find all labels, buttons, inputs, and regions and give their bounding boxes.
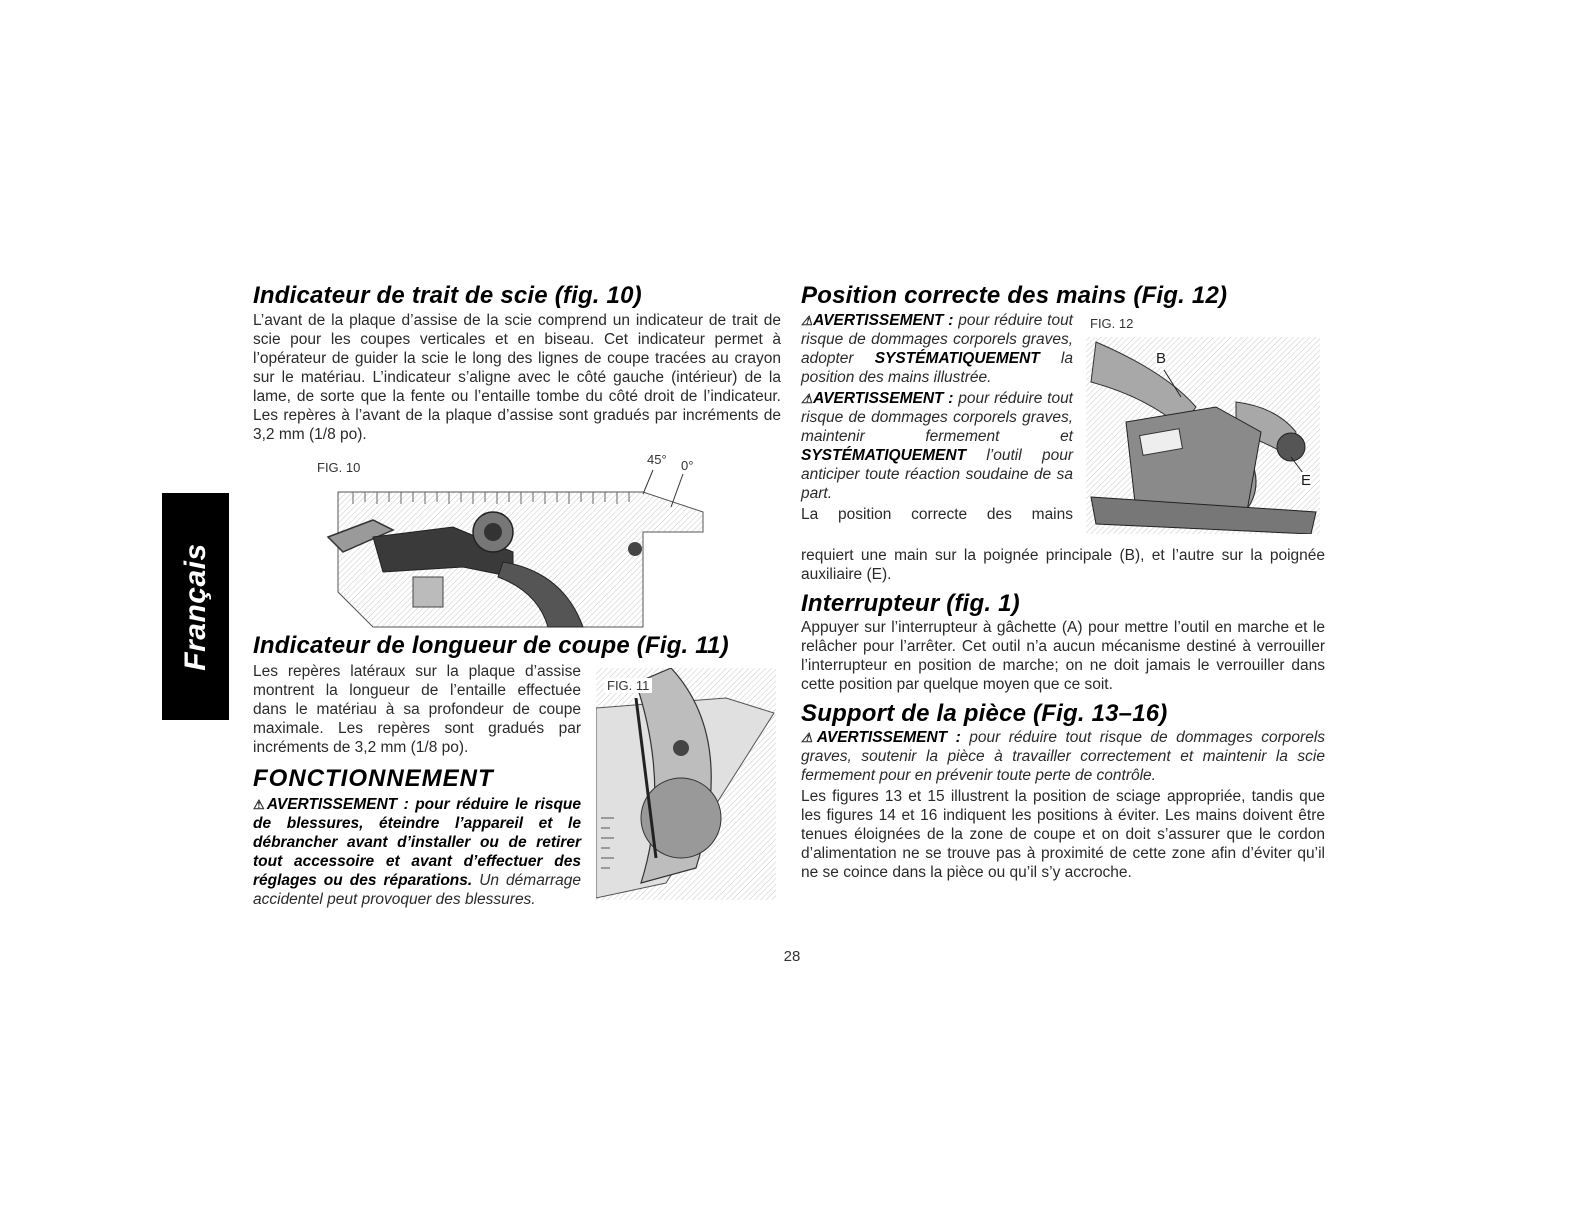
support-body: Les figures 13 et 15 illustrent la position de sciage appropriée, tandis que les figures 14 et 16 indiquent les positions à éviter. Les mains doivent être tenues éloignées de la zone de coupe et on doit s’assurer que le cordon d’alimentation ne se trouve pas à proximité de cette zone afin d’éviter qu’il ne se coince dans la pièce ou qu’il s’y accroche. xyxy=(801,788,1325,881)
section-title-operation: FONCTIONNEMENT xyxy=(253,765,494,792)
language-tab-label: Français xyxy=(178,542,212,671)
section-title-saw-line-indicator: Indicateur de trait de scie (fig. 10) xyxy=(253,282,642,309)
figure-12 xyxy=(1086,312,1320,534)
operation-warning-bold: AVERTISSEMENT : pour réduire le risque de blessures, éteindre l’appareil et le débrancher avant d’installer ou de retirer tout accessoire et avant d’effectuer des réglages ou des réparations. xyxy=(253,796,581,889)
hand-position-body-a: La position correcte des mains xyxy=(801,506,1073,523)
warning-icon: ⚠ xyxy=(801,730,817,745)
support-warning-head: AVERTISSEMENT : xyxy=(816,729,961,746)
cut-length-body: Les repères latéraux sur la plaque d’assise montrent la longueur de l’entaille effectuée dans le matériau à sa profondeur de coupe maximale. Les repères sont gradués par incréments de 3,2 mm (1/8 po). xyxy=(253,663,581,756)
hand-warning-1-text-a: pour réduire tout risque de dommages corporels graves, adopter xyxy=(801,312,1073,367)
operation-warning-italic: Un démarrage accidentel peut provoquer des blessures. xyxy=(253,872,582,908)
fig-10-0-label: 0° xyxy=(681,458,694,473)
hand-warning-1-strong: SYSTÉMATIQUEMENT xyxy=(874,350,1040,367)
section-title-hand-position: Position correcte des mains (Fig. 12) xyxy=(801,282,1228,309)
fig-10-45-label: 45° xyxy=(647,452,667,467)
fig-12-label: FIG. 12 xyxy=(1090,316,1134,331)
fig-12-callout-e: E xyxy=(1301,472,1312,489)
hand-position-body-b: requiert une main sur la poignée principale (B), et l’autre sur la poignée auxiliaire (E). xyxy=(801,547,1325,583)
hand-warning-2-head: AVERTISSEMENT : xyxy=(813,390,954,407)
section-title-workpiece-support: Support de la pièce (Fig. 13–16) xyxy=(801,700,1168,727)
hand-warning-2-strong: SYSTÉMATIQUEMENT xyxy=(801,447,967,464)
switch-body: Appuyer sur l’interrupteur à gâchette (A) pour mettre l’outil en marche et le relâcher pour l’arrêter. Cet outil n’a aucun mécanisme destiné à verrouiller l’interrupteur en position de marche; on ne doit jamais le verrouiller dans cette position par quelque moyen que ce soit. xyxy=(801,619,1325,693)
fig-12-callout-b: B xyxy=(1156,350,1167,367)
hand-warning-1-head: AVERTISSEMENT : xyxy=(813,312,954,329)
hand-warning-2-text-b: l’outil pour anticiper toute réaction soudaine de sa part. xyxy=(801,447,1073,502)
right-column xyxy=(801,282,1325,310)
left-column xyxy=(253,282,781,444)
fig-11-saw-side-illustration xyxy=(596,668,776,900)
language-tab xyxy=(162,493,229,720)
operation-warning xyxy=(253,795,581,909)
page-number: 28 xyxy=(783,948,801,965)
hand-warning-2 xyxy=(801,389,1073,503)
fig-12-hands-on-saw-illustration xyxy=(1086,312,1320,534)
hand-position-warnings xyxy=(801,311,1073,524)
warning-icon: ⚠ xyxy=(253,797,267,812)
section-title-cut-length-indicator: Indicateur de longueur de coupe (Fig. 11) xyxy=(253,632,729,659)
right-column-lower xyxy=(801,546,1325,882)
support-warning xyxy=(801,728,1325,785)
hand-warning-2-text-a: pour réduire tout risque de dommages corporels graves, maintenir fermement et xyxy=(801,390,1073,445)
saw-line-body: L’avant de la plaque d’assise de la scie comprend un indicateur de trait de scie pour les coupes verticales et en biseau. Cet indicateur permet à l’opérateur de guider la scie le long des lignes de coupe tracées au crayon sur le matériau. L’indicateur s’aligne avec le côté gauche (intérieur) de la lame, de sorte que la fente ou l’entaille tombe du côté droit de l’indicateur. Les repères à l’avant de la plaque d’assise sont gradués par incréments de 3,2 mm (1/8 po). xyxy=(253,312,781,443)
cut-length-text-block xyxy=(253,662,581,909)
warning-icon: ⚠ xyxy=(801,391,814,406)
figure-10 xyxy=(313,452,706,632)
section-title-switch: Interrupteur (fig. 1) xyxy=(801,590,1020,617)
cut-length-title-block xyxy=(253,632,781,660)
fig-10-label: FIG. 10 xyxy=(317,460,361,475)
hand-warning-1-text-b: la position des mains illustrée. xyxy=(801,350,1073,386)
hand-warning-1 xyxy=(801,311,1073,387)
figure-11 xyxy=(596,668,776,900)
fig-11-label: FIG. 11 xyxy=(604,678,652,693)
support-warning-text: pour réduire tout risque de dommages corporels graves, soutenir la pièce à travailler correctement et maintenir la scie fermement pour en prévenir toute perte de contrôle. xyxy=(801,729,1326,784)
warning-icon: ⚠ xyxy=(801,313,814,328)
fig-10-saw-shoe-illustration xyxy=(313,452,706,632)
